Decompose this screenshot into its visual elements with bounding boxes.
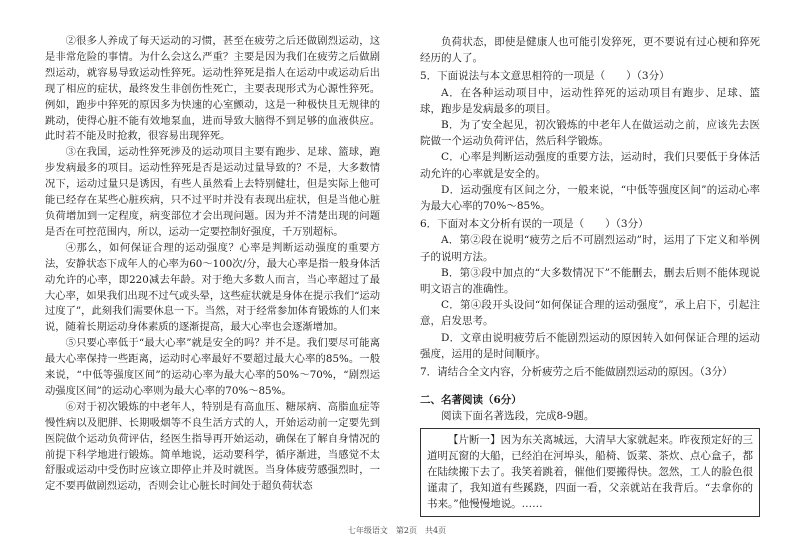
- option-a: A．第②段在说明“疲劳之后不可剧烈运动”时，运用了下定义和举例子的说明方法。: [420, 234, 760, 263]
- paragraph-2: ②很多人养成了每天运动的习惯，甚至在疲劳之后还做剧烈运动，这是非常危险的事情。为什么会这么严重？主要是因为我们在疲劳之后做剧烈运动，就容易导致运动性猝死。运动性猝死是指人在运动中或运动后出现了相应的症状，最终发生非创伤性死亡，主要表现形式为心源性猝死。例如，跑步中猝死的原因多为快速的心室颤动，这是一种极快且无规律的跳动，使得心脏不能有效地泵血，进而导致大脑得不到足够的血液供应。此时若不能及时抢救，很容易出现猝死。: [45, 35, 380, 143]
- section-title: 二、名著阅读（6分）: [420, 394, 522, 407]
- answer-space: [420, 380, 760, 388]
- paragraph-5: ⑤只要心率低于“最大心率”就是安全的吗？并不是。我们要尽可能离最大心率保持一些距离，运动时心率最好不要超过最大心率的85%。一般来说，“中低等强度区间”的运动心率为最大心率的50%～70%，“剧烈运动强度区间”的运动心率则为最大心率的70%～85%。: [45, 337, 380, 397]
- option-c: C．第④段开头设问“如何保证合理的运动强度”，承上启下，引起注意，启发思考。: [420, 299, 760, 328]
- paragraph-4: ④那么，如何保证合理的运动强度？心率是判断运动强度的重要方法，安静状态下成年人的心率为60～100次/分，最大心率是指一般身体活动允许的心率，即220减去年龄。对于绝大多数人而言，当心率超过了最大心率，如果我们出现不过气或头晕，这些症状就是身体在提示我们“运动过度了”，此刻我们需要休息一下。当然，对于经常参加体育锻炼的人们来说，随着长期运动身体素质的逐渐提高，最大心率也会逐渐增加。: [45, 241, 380, 334]
- question-stem: 5．下面说法与本文意思相符的一项是（ ）（3分）: [420, 70, 670, 83]
- paragraph-6: ⑥对于初次锻炼的中老年人，特别是有高血压、糖尿病、高脂血症等慢性病以及肥胖、长期吸烟等不良生活方式的人，开始运动前一定要先到医院做个运动负荷评估，经医生指导再开始运动，确保在了解自身情况的前提下科学地进行锻炼。简单地说，运动要科学，循序渐进，当感觉不太舒服或运动中受伤时应该立即停止并及时就医。当身体疲劳感强烈时，一定不要再做剧烈运动，否则会让心脏长时间处于超负荷状态: [45, 400, 380, 493]
- question-6: [420, 216, 760, 362]
- excerpt-box: [420, 428, 760, 517]
- paragraph-continuation: 负荷状态，即使是健康人也可能引发猝死，更不要说有过心梗和猝死经历的人了。: [420, 36, 760, 65]
- option-d: D．运动强度有区间之分，一般来说，“中低等强度区间”的运动心率为最大心率的70%～85%。: [420, 183, 760, 213]
- option-c: C．心率是判断运动强度的重要方法，运动时，我们只要低于身体活动允许的心率就是安全的。: [420, 151, 760, 180]
- left-column: [45, 34, 380, 495]
- question-5: [420, 68, 760, 214]
- option-d: D．文章由说明疲劳后不能剧烈运动的原因转入如何保证合理的运动强度，运用的是时间顺序。: [420, 331, 760, 360]
- option-a: A．在各种运动项目中，运动性猝死的运动项目有跑步、足球、篮球，跑步是发病最多的项目。: [420, 86, 760, 115]
- section-instruction: 阅读下面名著选段，完成8-9题。: [441, 410, 595, 423]
- option-b: B．第③段中加点的“大多数情况下”不能删去，删去后则不能体现说明文语言的准确性。: [420, 266, 760, 296]
- paragraph-3: ③在我国，运动性猝死涉及的运动项目主要有跑步、足球、篮球，跑步发病最多的项目。运动性猝死是否是运动过量导致的？不是，大多数情况下，运动过量只是诱因，有些人虽然看上去特别健壮，但是实际上他可能已经存在某些心脏疾病，只不过平时并没有表现出症状，但是当他心脏负荷增加到一定程度，病变部位才会出现问题。因为并不清楚出现的问题是否在可控范围内，所以，运动一定要控制好强度，千万别超标。: [45, 146, 380, 238]
- question-stem: 6．下面对本文分析有误的一项是（ ）（3分）: [420, 218, 649, 231]
- option-b: B．为了安全起见，初次锻炼的中老年人在做运动之前，应该先去医院做一个运动负荷评估，然后科学锻炼。: [420, 119, 760, 148]
- right-column: [420, 34, 760, 517]
- page-footer: 七年级语文 第2页 共4页: [347, 526, 447, 535]
- question-7: [420, 364, 760, 380]
- question-stem: 7．请结合全文内容，分析疲劳之后不能做剧烈运动的原因。（3分）: [420, 366, 733, 379]
- excerpt-text: 【片断一】因为东关离城远，大清早大家就起来。昨夜预定好的三道明瓦窗的大船，已经泊在河埠头，船椅、饭菜、茶炊、点心盒子，都在陆续搬下去了。我笑着跳着，催他们要搬得快。忽然，工人的脸色很谨肃了，我知道有些蹊跷，四面一看，父亲就站在我背后。“去拿你的书来。”他慢慢地说。……: [427, 433, 753, 511]
